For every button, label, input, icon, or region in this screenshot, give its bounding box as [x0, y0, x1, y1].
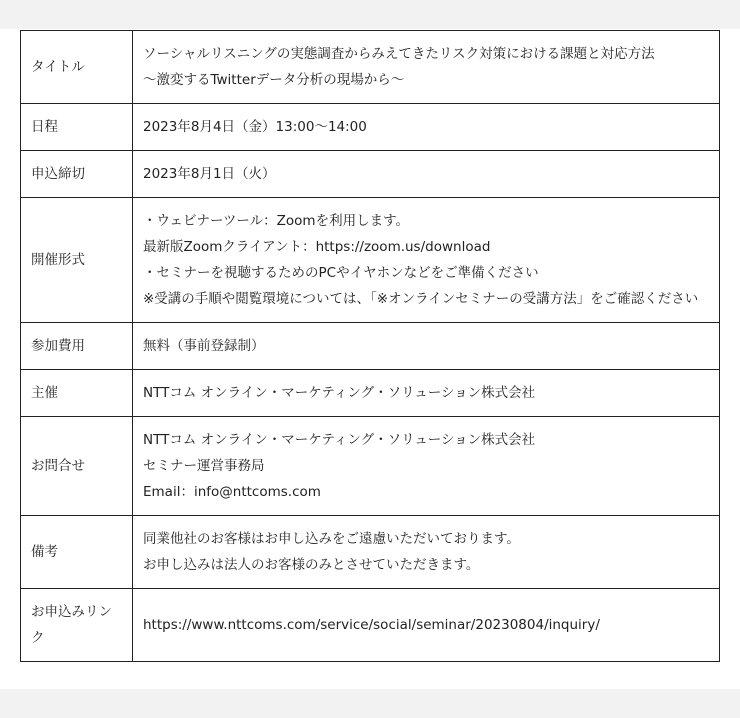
row-value — [133, 104, 720, 151]
row-value — [133, 198, 720, 323]
row-value — [133, 370, 720, 417]
row-application-link — [21, 589, 720, 662]
row-notes — [21, 516, 720, 589]
contact-company: NTTコム オンライン・マーケティング・ソリューション株式会社 — [143, 432, 536, 448]
bottom-margin — [0, 689, 740, 718]
application-link: https://www.nttcoms.com/service/social/seminar/20230804/inquiry/ — [143, 617, 600, 633]
organizer-text: NTTコム オンライン・マーケティング・ソリューション株式会社 — [143, 385, 536, 401]
row-value — [133, 323, 720, 370]
row-value — [133, 417, 720, 516]
format-note-line: ※受講の手順や閲覧環境については、「※オンラインセミナーの受講方法」をご確認ください — [143, 291, 699, 307]
deadline-text: 2023年8月1日（火） — [143, 166, 276, 182]
contact-office: セミナー運営事務局 — [143, 458, 265, 474]
seminar-info-table — [20, 30, 720, 662]
notes-line: お申し込みは法人のお客様のみとさせていただきます。 — [143, 557, 480, 573]
fee-text: 無料（事前登録制） — [143, 338, 265, 354]
row-label: お申込みリンク — [21, 589, 133, 662]
row-label: 申込締切 — [21, 151, 133, 198]
format-line: ・ウェビナーツール：Zoomを利用します。 — [143, 213, 409, 229]
top-margin — [0, 0, 740, 29]
row-value — [133, 589, 720, 662]
row-value — [133, 31, 720, 104]
row-format — [21, 198, 720, 323]
subtitle-line: 〜激変するTwitterデータ分析の現場から〜 — [143, 72, 405, 88]
title-line: ソーシャルリスニングの実態調査からみえてきたリスク対策における課題と対応方法 — [143, 46, 655, 62]
date-text: 2023年8月4日（金）13:00〜14:00 — [143, 119, 367, 135]
notes-line: 同業他社のお客様はお申し込みをご遠慮いただいております。 — [143, 531, 520, 547]
row-label: お問合せ — [21, 417, 133, 516]
row-title — [21, 31, 720, 104]
row-deadline — [21, 151, 720, 198]
zoom-client-line: 最新版Zoomクライアント：https://zoom.us/download — [143, 239, 491, 255]
row-label: 備考 — [21, 516, 133, 589]
contact-email: Email：info@nttcoms.com — [143, 484, 321, 500]
row-value — [133, 516, 720, 589]
row-organizer — [21, 370, 720, 417]
row-label: 主催 — [21, 370, 133, 417]
row-label: 開催形式 — [21, 198, 133, 323]
row-label: タイトル — [21, 31, 133, 104]
row-date — [21, 104, 720, 151]
row-fee — [21, 323, 720, 370]
row-label: 参加費用 — [21, 323, 133, 370]
row-contact — [21, 417, 720, 516]
page-content — [0, 29, 740, 689]
row-label: 日程 — [21, 104, 133, 151]
row-value — [133, 151, 720, 198]
format-line: ・セミナーを視聴するためのPCやイヤホンなどをご準備ください — [143, 265, 539, 281]
